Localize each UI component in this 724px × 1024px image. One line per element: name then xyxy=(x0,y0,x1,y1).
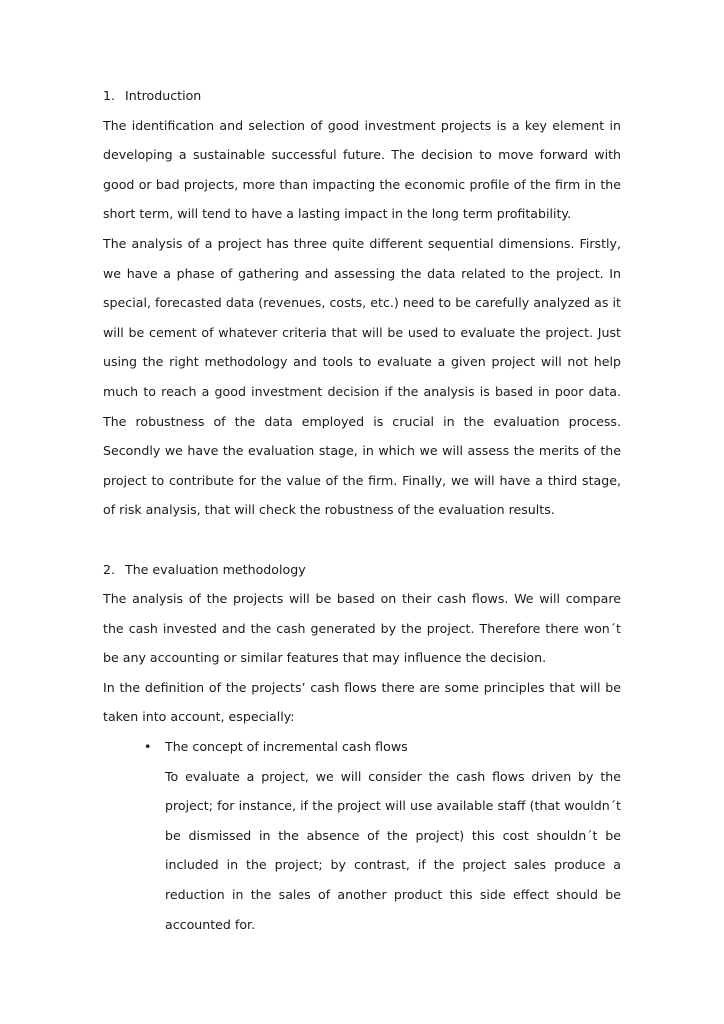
bullet-body: To evaluate a project, we will consider the cash flows driven by the project; for instance, if the project will use available staff (that wouldn´t be dismissed in the absence of the project) this cost shouldn´t be included in the project; by contrast, if the project sales produce a reduction in the sales of another product this side effect should be accounted for. xyxy=(165,768,621,932)
list-item xyxy=(103,732,621,939)
section-paragraphs xyxy=(103,584,621,732)
section-paragraphs xyxy=(103,111,621,525)
document-body xyxy=(103,81,621,939)
paragraph: The identification and selection of good investment projects is a key element in developing a sustainable successful future. The decision to move forward with good or bad projects, more than impacting the economic profile of the firm in the short term, will tend to have a lasting impact in the long term profitability. xyxy=(103,117,621,222)
bullet-icon: • xyxy=(144,739,152,755)
section-evaluation-methodology xyxy=(103,555,621,940)
bullet-title: The concept of incremental cash flows xyxy=(165,739,408,755)
section-spacer xyxy=(103,525,621,555)
section-heading xyxy=(103,81,621,111)
section-title: The evaluation methodology xyxy=(125,561,306,577)
paragraph: In the definition of the projects’ cash flows there are some principles that will be taken into account, especially: xyxy=(103,679,621,725)
section-number: 2. xyxy=(103,561,116,577)
section-number: 1. xyxy=(103,88,116,103)
section-title: Introduction xyxy=(125,88,202,103)
section-introduction xyxy=(103,81,621,525)
section-heading xyxy=(103,555,621,585)
paragraph: The analysis of the projects will be based on their cash flows. We will compare the cash invested and the cash generated by the project. Therefore there won´t be any accounting or similar features that may influence the decision. xyxy=(103,591,621,666)
bullet-list xyxy=(103,732,621,939)
paragraph: The analysis of a project has three quite different sequential dimensions. Firstly, we have a phase of gathering and assessing the data related to the project. In special, forecasted data (revenues, costs, etc.) need to be carefully analyzed as it will be cement of whatever criteria that will be used to evaluate the project. Just using the right methodology and tools to evaluate a given project will not help much to reach a good investment decision if the analysis is based in poor data. The robustness of the data employed is crucial in the evaluation process. Secondly we have the evaluation stage, in which we will assess the merits of the project to contribute for the value of the firm. Finally, we will have a third stage, of risk analysis, that will check the robustness of the evaluation results. xyxy=(103,235,621,518)
